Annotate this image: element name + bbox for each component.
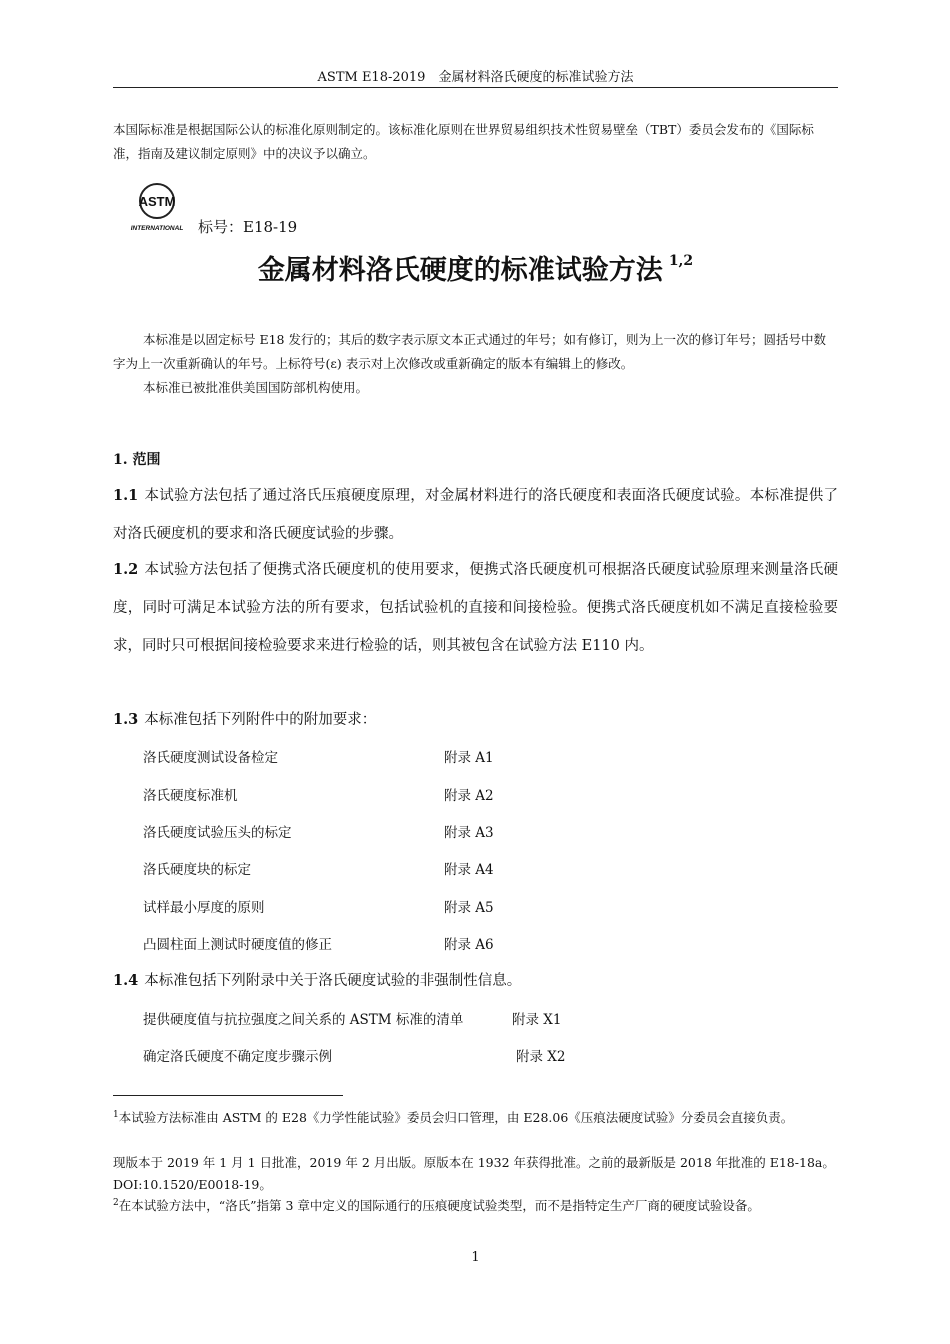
section-heading: 1. 范围 [113,452,161,468]
annex-ref: 附录 A6 [444,937,494,953]
clause-number: 1.2 [113,561,139,578]
clause-1-1 [113,477,838,553]
appendix-name: 确定洛氏硬度不确定度步骤示例 [143,1049,332,1065]
clause-1-3 [113,701,838,739]
annex-ref: 附录 A1 [444,750,494,766]
footnote-1 [113,1104,840,1129]
clause-1-2 [113,551,838,665]
intro-paragraph: 本国际标准是根据国际公认的标准化原则制定的。该标准化原则在世界贸易组织技术性贸易壁垒（TBT）委员会发布的《国际标准，指南及建议制定原则》中的决议予以确立。 [113,122,814,161]
annex-name: 凸圆柱面上测试时硬度值的修正 [143,937,332,953]
footnote-1-approval: 现版本于 2019 年 1 月 1 日批准，2019 年 2 月出版。原版本在 1932 年获得批准。之前的最新版是 2018 年批准的 E18-18a。DOI:10.1520/E0018-19。 [113,1155,835,1192]
footnote-rule [113,1095,343,1096]
title-superscript: 1,2 [668,253,694,269]
clause-text: 本试验方法包括了便携式洛氏硬度机的使用要求，便携式洛氏硬度机可根据洛氏硬度试验原理来测量洛氏硬度，同时可满足本试验方法的所有要求，包括试验机的直接和间接检验。便携式洛氏硬度机如不满足直接检验要求，同时只可根据间接检验要求来进行检验的话，则其被包含在试验方法 E110 内。 [113,562,838,654]
clause-text: 本标准包括下列附录中关于洛氏硬度试验的非强制性信息。 [144,973,522,989]
running-header: ASTM E18-2019 金属材料洛氏硬度的标准试验方法 [317,70,634,85]
footnote-marker: 2 [113,1198,119,1208]
clause-number: 1.1 [113,487,139,504]
page-number: 1 [471,1250,480,1265]
clause-text: 本标准包括下列附件中的附加要求： [144,712,377,728]
clause-1-4 [113,962,838,1000]
annex-name: 洛氏硬度测试设备检定 [143,750,278,766]
appendix-name: 提供硬度值与抗拉强度之间关系的 ASTM 标准的清单 [143,1012,464,1028]
note-paragraph: 本标准已被批准供美国国防部机构使用。 [143,380,369,395]
header-rule [113,87,838,88]
clause-number: 1.3 [113,711,139,728]
appendix-ref: 附录 X2 [516,1049,566,1065]
logo-mark: ASTM [138,194,176,209]
clause-text: 本试验方法包括了通过洛氏压痕硬度原理，对金属材料进行的洛氏硬度和表面洛氏硬度试验。本标准提供了对洛氏硬度机的要求和洛氏硬度试验的步骤。 [113,488,838,542]
designation: 标号：E18-19 [198,218,298,236]
annex-ref: 附录 A2 [444,788,494,804]
annex-ref: 附录 A3 [444,825,494,841]
annex-name: 洛氏硬度试验压头的标定 [143,825,292,841]
appendix-ref: 附录 X1 [512,1012,562,1028]
annex-ref: 附录 A5 [444,900,494,916]
note-paragraph: 本标准是以固定标号 E18 发行的；其后的数字表示原文本正式通过的年号；如有修订，则为上一次的修订年号；圆括号中数字为上一次重新确认的年号。上标符号(ε) 表示对上次修改或重新确定的版本有编辑上的修改。 [113,332,826,371]
clause-number: 1.4 [113,972,139,989]
annex-name: 洛氏硬度标准机 [143,788,238,804]
footnote-2 [113,1192,840,1217]
footnote-text: 本试验方法标准由 ASTM 的 E28《力学性能试验》委员会归口管理，由 E28.06《压痕法硬度试验》分委员会直接负责。 [118,1110,794,1125]
document-title [113,248,838,287]
annex-name: 试样最小厚度的原则 [143,900,265,916]
annex-ref: 附录 A4 [444,862,494,878]
logo-text: INTERNATIONAL [130,225,184,232]
annex-name: 洛氏硬度块的标定 [143,862,251,878]
footnote-marker: 1 [113,1110,119,1120]
astm-logo-icon [126,182,188,232]
footnote-text: 在本试验方法中，“洛氏”指第 3 章中定义的国际通行的压痕硬度试验类型，而不是指特定生产厂商的硬度试验设备。 [118,1198,760,1213]
title-text: 金属材料洛氏硬度的标准试验方法 [257,255,663,286]
